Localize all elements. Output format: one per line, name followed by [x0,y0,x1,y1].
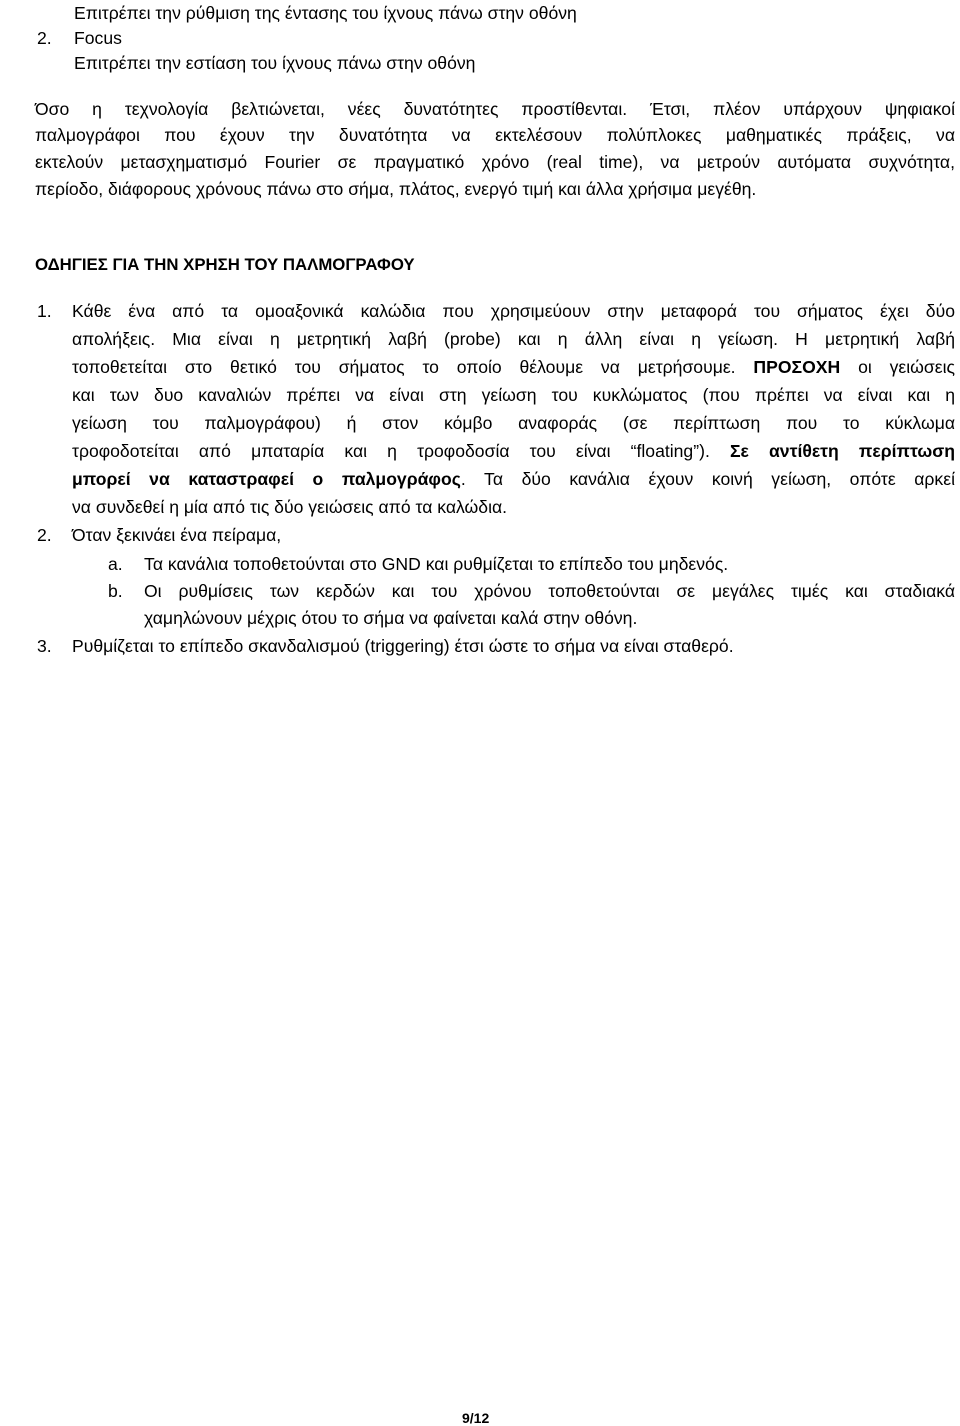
instruction-1-line: γείωση του παλμογράφου) ή στον κόμβο αναφοράς (σε περίπτωση που το κύκλωμα [72,413,955,433]
sub-item-b-line: χαμηλώνουν μέχρις ότου το σήμα να φαίνεται καλά στην οθόνη. [144,608,638,628]
list-item-2-description: Επιτρέπει την εστίαση του ίχνους πάνω στην οθόνη [74,53,476,73]
instruction-1-line [72,471,955,489]
sub-item-a-text: Τα κανάλια τοποθετούνται στο GND και ρυθμίζεται το επίπεδο του μηδενός. [144,554,729,574]
instruction-3-number: 3. [37,636,52,656]
warning-label: ΠΡΟΣΟΧΗ [753,357,841,377]
instruction-1-text: τοποθετείται στο θετικό του σήματος το οποίο θέλουμε να μετρήσουμε. [72,357,736,377]
list-item-2-number: 2. [37,28,52,48]
instruction-1-text: οι γειώσεις [858,357,955,377]
instruction-1-line: και των δυο καναλιών πρέπει να είναι στη γείωση του κυκλώματος (που πρέπει να είναι και η [72,385,955,405]
instruction-1-number: 1. [37,301,52,321]
instruction-2-number: 2. [37,525,52,545]
list-item-2-title: Focus [74,28,122,48]
warning-text-bold: Σε αντίθετη περίπτωση [729,441,955,461]
instruction-1-line: απολήξεις. Μια είναι η μετρητική λαβή (probe) και η άλλη είναι η γείωση. Η μετρητική λαβή [72,329,955,349]
instruction-1-line: να συνδεθεί η μία από τις δύο γειώσεις από τα καλώδια. [72,497,508,517]
warning-text-bold: μπορεί να καταστραφεί ο παλμογράφος [72,469,461,489]
intro-paragraph-line: Όσο η τεχνολογία βελτιώνεται, νέες δυνατότητες προστίθενται. Έτσι, πλέον υπάρχουν ψηφιακοί [35,99,955,119]
instruction-1-line: Κάθε ένα από τα ομοαξονικά καλώδια που χρησιμεύουν στην μεταφορά του σήματος έχει δύο [72,301,955,321]
sub-item-b-line: Οι ρυθμίσεις των κερδών και του χρόνου τοποθετούνται σε μεγάλες τιμές και σταδιακά [144,581,955,601]
instruction-2-text: Όταν ξεκινάει ένα πείραμα, [72,525,282,545]
instruction-1-line [72,443,955,461]
intro-paragraph-line: παλμογράφοι που έχουν την δυνατότητα να εκτελέσουν πολύπλοκες μαθηματικές πράξεις, να [35,125,955,145]
page-number: 9/12 [462,1410,490,1426]
sub-item-b-letter: b. [108,581,123,601]
section-heading: ΟΔΗΓΙΕΣ ΓΙΑ ΤΗΝ ΧΡΗΣΗ ΤΟΥ ΠΑΛΜΟΓΡΑΦΟΥ [35,255,415,274]
list-item-1-description: Επιτρέπει την ρύθμιση της έντασης του ίχνους πάνω στην οθόνη [74,3,577,23]
instruction-1-text: . Τα δύο κανάλια έχουν κοινή γείωση, οπότε αρκεί [460,469,955,489]
intro-paragraph-line: περίοδο, διάφορους χρόνους πάνω στο σήμα, πλάτος, ενεργό τιμή και άλλα χρήσιμα μεγέθη. [35,179,757,199]
instruction-1-text: τροφοδοτείται από μπαταρία και η τροφοδοσία του είναι “floating”). [72,441,710,461]
instruction-1-line [72,359,955,377]
sub-item-a-letter: a. [108,554,123,574]
instruction-3-text: Ρυθμίζεται το επίπεδο σκανδαλισμού (triggering) έτσι ώστε το σήμα να είναι σταθερό. [72,636,734,656]
intro-paragraph-line: εκτελούν μετασχηματισμό Fourier σε πραγματικό χρόνο (real time), να μετρούν αυτόματα συχνότητα, [35,152,955,172]
